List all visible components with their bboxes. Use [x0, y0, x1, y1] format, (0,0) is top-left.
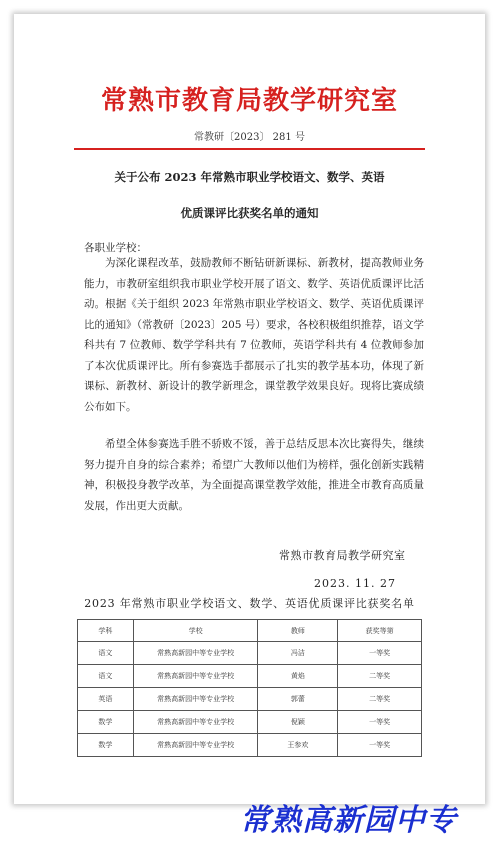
cell-award: 二等奖 — [338, 688, 422, 711]
date: 2023. 11. 27 — [314, 577, 396, 590]
signature: 常熟市教育局教学研究室 — [279, 549, 406, 562]
doc-number: 常教研〔2023〕 281 号 — [194, 132, 305, 143]
col-subject-header: 学科 — [78, 620, 134, 642]
cell-school: 常熟高新园中等专业学校 — [133, 642, 258, 665]
document-page — [14, 14, 485, 804]
table-row — [78, 711, 422, 734]
cell-award: 一等奖 — [338, 734, 422, 757]
cell-teacher: 冯洁 — [258, 642, 338, 665]
award-list-title: 2023 年常熟市职业学校语文、数学、英语优质课评比获奖名单 — [84, 597, 415, 610]
cell-teacher: 黄焰 — [258, 665, 338, 688]
cell-subject: 语文 — [78, 642, 134, 665]
cell-subject: 数学 — [78, 734, 134, 757]
cell-subject: 英语 — [78, 688, 134, 711]
cell-school: 常熟高新园中等专业学校 — [133, 734, 258, 757]
cell-school: 常熟高新园中等专业学校 — [133, 665, 258, 688]
cell-school: 常熟高新园中等专业学校 — [133, 688, 258, 711]
table-row — [78, 734, 422, 757]
cell-award: 一等奖 — [338, 642, 422, 665]
cell-award: 二等奖 — [338, 665, 422, 688]
body-paragraph-2: 希望全体参赛选手胜不骄败不馁，善于总结反思本次比赛得失，继续努力提升自身的综合素养；希望广大教师以他们为榜样，强化创新实践精神，积极投身教学改革，为全面提高课堂教学效能，推进全市教育高质量发展，作出更大贡献。 — [84, 438, 424, 512]
notice-title-line1: 关于公布 2023 年常熟市职业学校语文、数学、英语 — [114, 170, 385, 184]
cell-subject: 数学 — [78, 711, 134, 734]
award-table — [77, 619, 422, 757]
col-teacher-header: 教师 — [258, 620, 338, 642]
red-divider — [74, 148, 425, 150]
table-row — [78, 665, 422, 688]
body-paragraph-1: 为深化课程改革，鼓励教师不断钻研新课标、新教材，提高教师业务能力，市教研室组织我市职业学校开展了语文、数学、英语优质课评比活动。根据《关于组织 2023 年常熟市职业学校语文、数学、英语优质课评比的通知》（常教研〔2023〕205 号）要求，各校积极组织推荐，语文学科共有 7 位教师、数学学科共有 7 位教师，英语学科共有 4 位教师参加了本次优质课评比。所有参赛选手都展示了扎实的教学基本功，体现了新课标、新教材、新设计的教学新理念，课堂教学效果良好。现将比赛成绩公布如下。 — [84, 257, 424, 413]
col-school-header: 学校 — [133, 620, 258, 642]
cell-award: 一等奖 — [338, 711, 422, 734]
salutation: 各职业学校： — [84, 242, 147, 254]
cell-subject: 语文 — [78, 665, 134, 688]
col-award-header: 获奖等第 — [338, 620, 422, 642]
brand-watermark: 常熟高新园中专 — [240, 803, 457, 838]
org-title: 常熟市教育局教学研究室 — [100, 86, 398, 116]
table-row — [78, 688, 422, 711]
table-header-row — [78, 620, 422, 642]
cell-school: 常熟高新园中等专业学校 — [133, 711, 258, 734]
cell-teacher: 倪颖 — [258, 711, 338, 734]
cell-teacher: 郭蕾 — [258, 688, 338, 711]
notice-title-line2: 优质课评比获奖名单的通知 — [180, 206, 319, 220]
table-row — [78, 642, 422, 665]
cell-teacher: 王参欢 — [258, 734, 338, 757]
